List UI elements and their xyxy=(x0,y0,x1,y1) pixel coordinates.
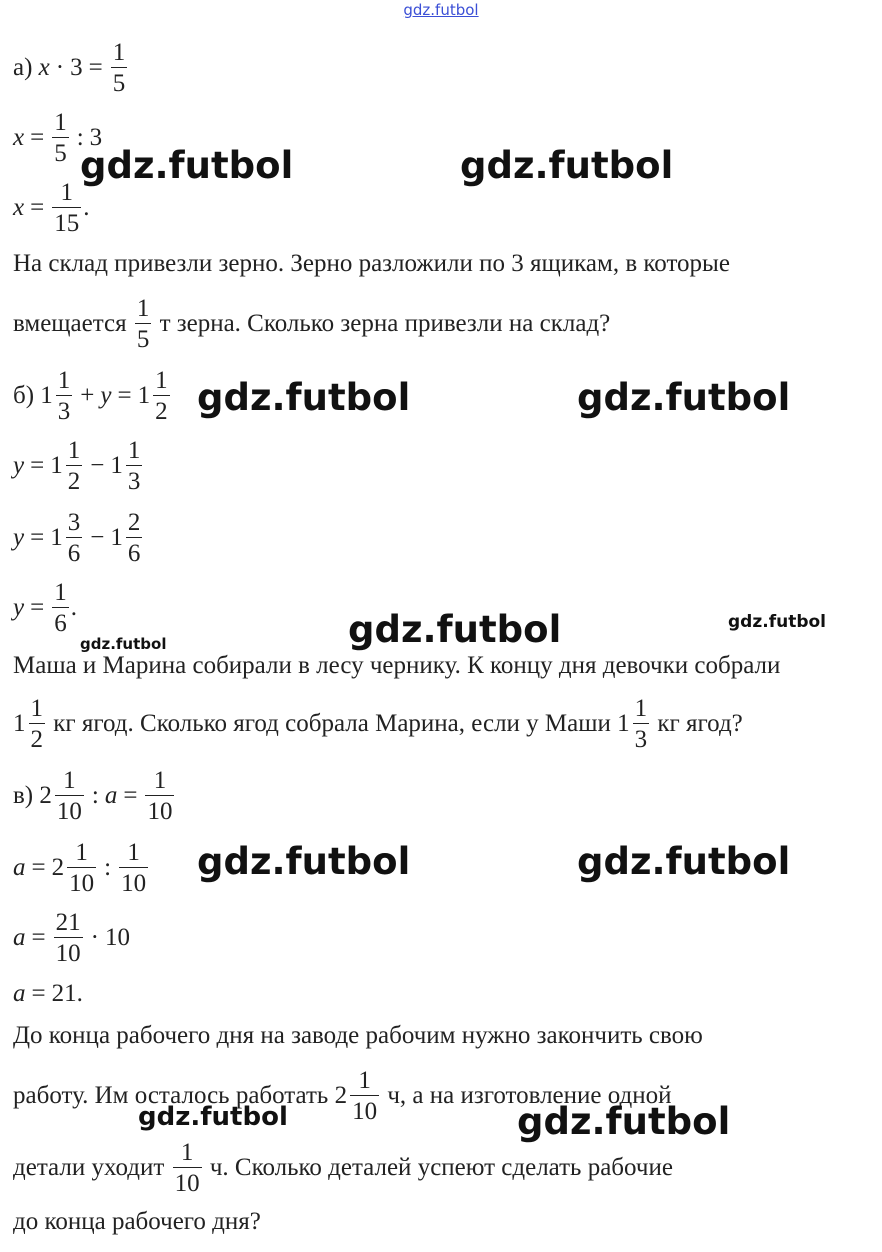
watermark: gdz.futbol xyxy=(138,1102,288,1132)
eq-b-4: y = $\frac{1}{6}$ . xyxy=(13,579,77,637)
fraction: $\frac{1}{6}$ xyxy=(54,579,67,637)
problem-b-line2: 1 $\frac{1}{2}$ кг ягод. Сколько ягод собрала Марина, если у Маши 1 $\frac{1}{3}$ кг ягод? xyxy=(13,695,743,753)
fraction: $\frac{1}{3}$ xyxy=(634,695,648,753)
watermark: gdz.futbol xyxy=(197,840,411,883)
fraction: $\frac{1}{15}$ xyxy=(54,179,80,237)
fraction: $\frac{1}{5}$ xyxy=(112,39,126,97)
problem-a-line1: На склад привезли зерно. Зерно разложили по 3 ящикам, в которые xyxy=(13,250,730,277)
fraction: $\frac{1}{10}$ xyxy=(121,839,147,897)
label-b: б) xyxy=(13,382,35,409)
fraction: $\frac{21}{10}$ xyxy=(55,909,81,967)
watermark: gdz.futbol xyxy=(577,840,791,883)
problem-c-line4: до конца рабочего дня? xyxy=(13,1208,261,1235)
eq-b-1: б) 1 $\frac{1}{3}$ + y = 1 $\frac{1}{2}$ xyxy=(13,367,168,425)
watermark: gdz.futbol xyxy=(728,612,826,632)
watermark: gdz.futbol xyxy=(80,635,167,653)
eq-c-3: a = $\frac{21}{10}$ · 10 xyxy=(13,909,130,967)
eq-c-2: a = 2 $\frac{1}{10}$ : $\frac{1}{10}$ xyxy=(13,839,147,897)
fraction: $\frac{1}{5}$ xyxy=(54,109,67,167)
fraction: $\frac{1}{10}$ xyxy=(69,839,95,897)
eq-a-3: x = $\frac{1}{15}$ . xyxy=(13,179,90,237)
label-a: а) xyxy=(13,54,33,81)
problem-a-line2: вмещается $\frac{1}{5}$ т зерна. Сколько зерна привезли на склад? xyxy=(13,295,611,353)
fraction: $\frac{1}{2}$ xyxy=(67,437,81,495)
problem-c-line1: До конца рабочего дня на заводе рабочим нужно закончить свою xyxy=(13,1022,703,1049)
eq-b-2: y = 1 $\frac{1}{2}$ − 1 $\frac{1}{3}$ xyxy=(13,437,141,495)
site-label[interactable]: gdz.futbol xyxy=(403,1,479,19)
watermark: gdz.futbol xyxy=(80,144,294,187)
eq-b-3: y = 1 $\frac{3}{6}$ − 1 $\frac{2}{6}$ xyxy=(13,509,141,567)
fraction: $\frac{1}{10}$ xyxy=(56,767,82,825)
fraction: $\frac{1}{2}$ xyxy=(30,695,43,753)
fraction: $\frac{1}{10}$ xyxy=(147,767,173,825)
problem-c-line2: работу. Им осталось работать 2 $\frac{1}{10}$ ч, а на изготовление одной xyxy=(13,1067,672,1125)
problem-c-line3: детали уходит $\frac{1}{10}$ ч. Сколько деталей успеют сделать рабочие xyxy=(13,1139,673,1197)
eq-c-1: в) 2 $\frac{1}{10}$ : a = $\frac{1}{10}$ xyxy=(13,767,173,825)
fraction: $\frac{1}{10}$ xyxy=(174,1139,200,1197)
label-c: в) xyxy=(13,782,34,809)
fraction: $\frac{1}{5}$ xyxy=(136,295,150,353)
watermark: gdz.futbol xyxy=(577,376,791,419)
watermark: gdz.futbol xyxy=(460,144,674,187)
watermark: gdz.futbol xyxy=(517,1100,731,1143)
fraction: $\frac{1}{3}$ xyxy=(127,437,141,495)
eq-c-4: a = 21. xyxy=(13,980,83,1007)
eq-a-2: x = $\frac{1}{5}$ : 3 xyxy=(13,109,103,167)
fraction: $\frac{1}{10}$ xyxy=(352,1067,378,1125)
problem-b-line1: Маша и Марина собирали в лесу чернику. К концу дня девочки собрали xyxy=(13,652,781,679)
fraction: $\frac{3}{6}$ xyxy=(67,509,81,567)
fraction: $\frac{1}{2}$ xyxy=(155,367,168,425)
watermark: gdz.futbol xyxy=(348,608,562,651)
fraction: $\frac{1}{3}$ xyxy=(57,367,71,425)
eq-a-1: а) x · 3 = $\frac{1}{5}$ xyxy=(13,39,126,97)
watermark: gdz.futbol xyxy=(197,376,411,419)
fraction: $\frac{2}{6}$ xyxy=(127,509,141,567)
